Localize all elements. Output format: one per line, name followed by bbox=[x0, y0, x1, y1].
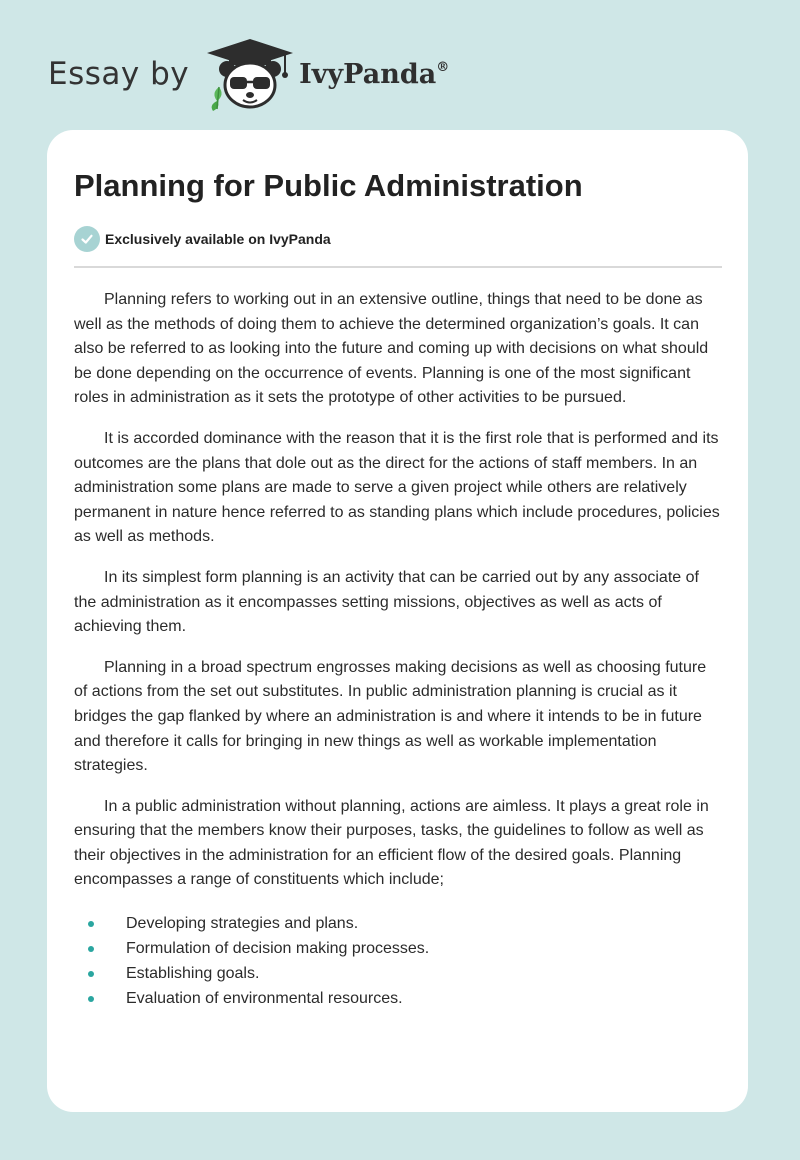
list-item bbox=[74, 911, 722, 936]
list-item bbox=[74, 936, 722, 961]
paragraph: Planning refers to working out in an extensive outline, things that need to be done as well as the methods of doing them to achieve the determined organization’s goals. It can also be referred to as looking into the future and coming up with decisions on what should be done depending on the occurrence of events. Planning is one of the most significant roles in administration as it sets the prototype of other activities to be pursued. bbox=[74, 291, 709, 407]
badge-text: Exclusively available on IvyPanda bbox=[105, 231, 331, 247]
paragraph: In a public administration without planning, actions are aimless. It plays a great role in ensuring that the members know their purposes, tasks, the guidelines to follow as well as their objectives in the administration for an efficient flow of the desired goals. Planning encompasses a range of constituents which include; bbox=[74, 797, 709, 889]
ivypanda-brand[interactable] bbox=[299, 59, 449, 90]
brand-name: IvyPanda bbox=[299, 58, 437, 90]
list-item bbox=[74, 961, 722, 986]
list-item-text: Establishing goals. bbox=[126, 965, 260, 983]
bullet-icon bbox=[88, 921, 94, 927]
list-item-text: Evaluation of environmental resources. bbox=[126, 990, 403, 1008]
paragraph: Planning in a broad spectrum engrosses making decisions as well as choosing future of actions from the set out substitutes. In public administration planning is crucial as it bridges the gap flanked by where an administration is and where it intends to be in future and therefore it calls for bringing in new things as well as workable implementation strategies. bbox=[74, 658, 707, 775]
essay-by-label: Essay by bbox=[48, 56, 190, 92]
list-item-text: Developing strategies and plans. bbox=[126, 915, 359, 933]
exclusive-badge bbox=[74, 226, 722, 252]
check-icon bbox=[74, 226, 100, 252]
ivypanda-logo-icon bbox=[205, 37, 295, 111]
paragraph: It is accorded dominance with the reason that it is the first role that is performed and its outcomes are the plans that dole out as the direct for the actions of staff members. In an administration some plans are made to serve a given project while others are relatively permanent in nature hence referred to as standing plans which include procedures, policies as well as methods. bbox=[74, 429, 720, 546]
bullet-icon bbox=[88, 971, 94, 977]
list-item bbox=[74, 986, 722, 1011]
constituents-list bbox=[74, 911, 722, 1011]
divider bbox=[74, 266, 722, 268]
site-header bbox=[48, 34, 449, 114]
essay-card bbox=[47, 130, 748, 1112]
essay-title: Planning for Public Administration bbox=[74, 168, 583, 203]
list-item-text: Formulation of decision making processes. bbox=[126, 940, 430, 958]
registered-mark: ® bbox=[436, 59, 450, 75]
paragraph: In its simplest form planning is an activity that can be carried out by any associate of the administration as it encompasses setting missions, objectives as well as acts of achieving them. bbox=[74, 568, 699, 636]
bullet-icon bbox=[88, 946, 94, 952]
bullet-icon bbox=[88, 996, 94, 1002]
